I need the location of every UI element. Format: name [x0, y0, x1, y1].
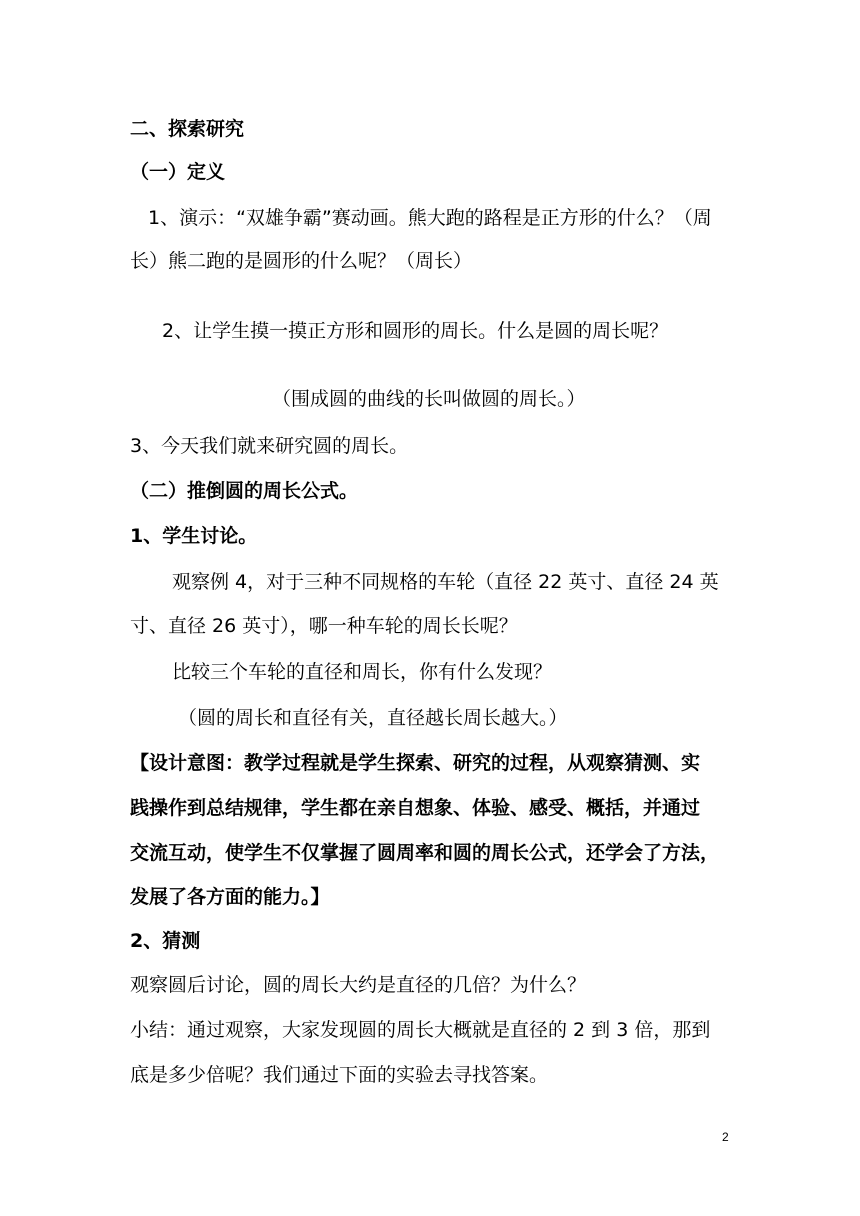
- paragraph-example-line2: 寸、直径 26 英寸），哪一种车轮的周长长呢？: [130, 615, 518, 637]
- paragraph-answer: （围成圆的曲线的长叫做圆的周长。）: [272, 388, 586, 410]
- design-intent-line3: 交流互动，使学生不仅掌握了圆周率和圆的周长公式，还学会了方法，: [130, 842, 720, 864]
- heading-explore: 二、探索研究: [130, 118, 245, 140]
- page-number: 2: [722, 1130, 729, 1144]
- paragraph-demo-line1: 1、演示：“双雄争霸”赛动画。熊大跑的路程是正方形的什么？（周: [148, 207, 712, 229]
- paragraph-touch: 2、让学生摸一摸正方形和圆形的周长。什么是圆的周长呢？: [162, 320, 669, 342]
- paragraph-observe: 观察圆后讨论，圆的周长大约是直径的几倍？为什么？: [130, 974, 587, 996]
- design-intent-line1: 【设计意图：教学过程就是学生探索、研究的过程，从观察猜测、实: [130, 752, 701, 774]
- subheading-guess: 2、猜测: [130, 930, 201, 952]
- paragraph-compare: 比较三个车轮的直径和周长，你有什么发现？: [172, 661, 553, 683]
- paragraph-example-line1: 观察例 4，对于三种不同规格的车轮（直径 22 英寸、直径 24 英: [172, 571, 719, 593]
- design-intent-line2: 践操作到总结规律，学生都在亲自想象、体验、感受、概括，并通过: [130, 797, 701, 819]
- paragraph-today: 3、今天我们就来研究圆的周长。: [130, 435, 409, 457]
- subheading-definition: （一）定义: [130, 161, 226, 183]
- subheading-formula: （二）推倒圆的周长公式。: [130, 480, 359, 502]
- paragraph-demo-line2: 长）熊二跑的是圆形的什么呢？（周长）: [130, 250, 473, 272]
- paragraph-summary-line2: 底是多少倍呢？我们通过下面的实验去寻找答案。: [130, 1064, 549, 1086]
- paragraph-finding: （圆的周长和直径有关，直径越长周长越大。）: [178, 707, 568, 729]
- paragraph-summary-line1: 小结：通过观察，大家发现圆的周长大概就是直径的 2 到 3 倍，那到: [130, 1019, 711, 1041]
- subheading-discussion: 1、学生讨论。: [130, 525, 258, 547]
- design-intent-line4: 发展了各方面的能力。】: [130, 886, 330, 908]
